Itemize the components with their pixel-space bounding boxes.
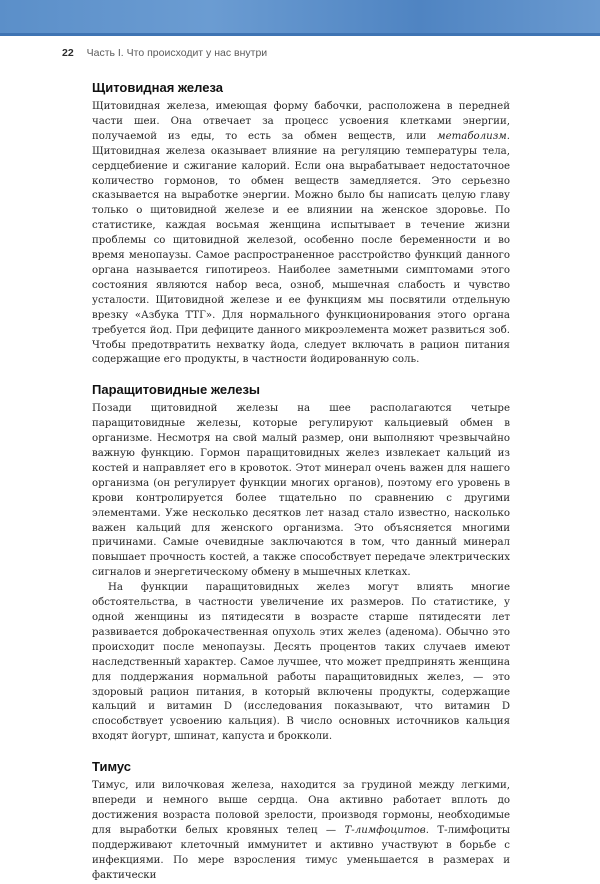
section-parathyroid — [92, 382, 510, 745]
page-number: 22 — [62, 47, 74, 59]
top-color-band — [0, 0, 600, 36]
section-thymus — [92, 759, 510, 883]
section-thyroid — [92, 80, 510, 368]
term-metabolism: метаболизм — [437, 130, 507, 142]
running-title: Часть I. Что происходит у нас внутри — [86, 47, 268, 59]
thymus-text-end: . Т-лимфоциты поддерживают клеточный иммунитет и активно участвуют в борьбе с инфекциями. По мере взросления тимус уменьшается в размерах и фактически — [92, 824, 511, 881]
section-title-thymus: Тимус — [92, 759, 132, 775]
running-head — [62, 47, 562, 63]
section-title-parathyroid: Паращитовидные железы — [92, 382, 261, 398]
parathyroid-paragraph-2: На функции паращитовидных желез могут влиять многие обстоятельства, в частности увеличение их размеров. По статистике, у одной женщины из пятидесяти в возрасте старше пятидесяти лет развивается доброкачественная опухоль этих желез (аденома). Обычно это происходит после менопаузы. Десять процентов таких случаев имеют наследственный характер. Самое лучшее, что может предпринять женщина для поддержания нормальной работы паращитовидных желез, — это здоровый рацион питания, в который включены продукты, содержащие кальций и витамин D (исследования показывают, что витамин D способствует усвоению кальция). В число основных источников кальция входят йогурт, шпинат, капуста и брокколи. — [92, 582, 510, 743]
parathyroid-paragraph-1: Позади щитовидной железы на шее располагаются четыре паращитовидные железы, которые регулируют кальциевый обмен в организме. Несмотря на свой малый размер, они выполняют чрезвычайно важную функцию. Гормон паращитовидных желез извлекает кальций из костей и направляет его в кровоток. Этот минерал очень важен для нашего организма (он регулирует функции многих органов), поэтому его уровень в крови контролируется более тщательно по сравнению с другими элементами. Уже несколько десятков лет назад стало известно, насколько важен кальций для женского организма. Это объясняется многими причинами. Самые очевидные заключаются в том, что данный минерал повышает прочность костей, а также способствует передаче электрических сигналов и энергетическому обмену в мышечных клетках. — [92, 403, 510, 579]
thyroid-text-start: Щитовидная железа, имеющая форму бабочки, расположена в передней части шеи. Она отвечает за процесс усвоения клетками энергии, получаемой из еды, то есть за обмен веществ, или — [92, 101, 510, 142]
section-title-thyroid: Щитовидная железа — [92, 80, 224, 95]
thyroid-paragraph — [92, 100, 510, 368]
term-t-lymphocytes: Т-лимфоцитов — [344, 824, 426, 836]
thyroid-text-end: . Щитовидная железа оказывает влияние на регуляцию температуры тела, сердцебиение и сжигание калорий. Если она вырабатывает недостаточное количество гормонов, то обмен веществ замедляется. Это серьезно сказывается на выработке энергии. Можно было бы написать целую главу только о щитовидной железе и ее влиянии на женское здоровье. По статистике, каждая восьмая женщина испытывает в течение жизни проблемы со щитовидной железой, особенно после беременности и во время менопаузы. Самое распространенное расстройство функций данного органа называется гипотиреоз. Наиболее заметными симптомами этого состояния являются набор веса, озноб, мышечная слабость и чувство усталости. Щитовидной железе и ее функциям мы посвятили отдельную врезку «Азбука ТТГ». Для нормального функционирования этого органа требуется йод. При дефиците данного микроэлемента может развиться зоб. Чтобы предотвратить нехватку йода, следует включать в рацион питания содержащие его продукты, в частности йодированную соль. — [92, 130, 510, 366]
page-body — [92, 80, 510, 884]
thymus-text-start: Тимус, или вилочковая железа, находится за грудиной между легкими, впереди и немного выше сердца. Она активно работает вплоть до достижения возраста половой зрелости, производя гормоны, необходимые для выработки белых кровяных телец — — [92, 780, 510, 836]
thymus-paragraph — [92, 779, 510, 883]
